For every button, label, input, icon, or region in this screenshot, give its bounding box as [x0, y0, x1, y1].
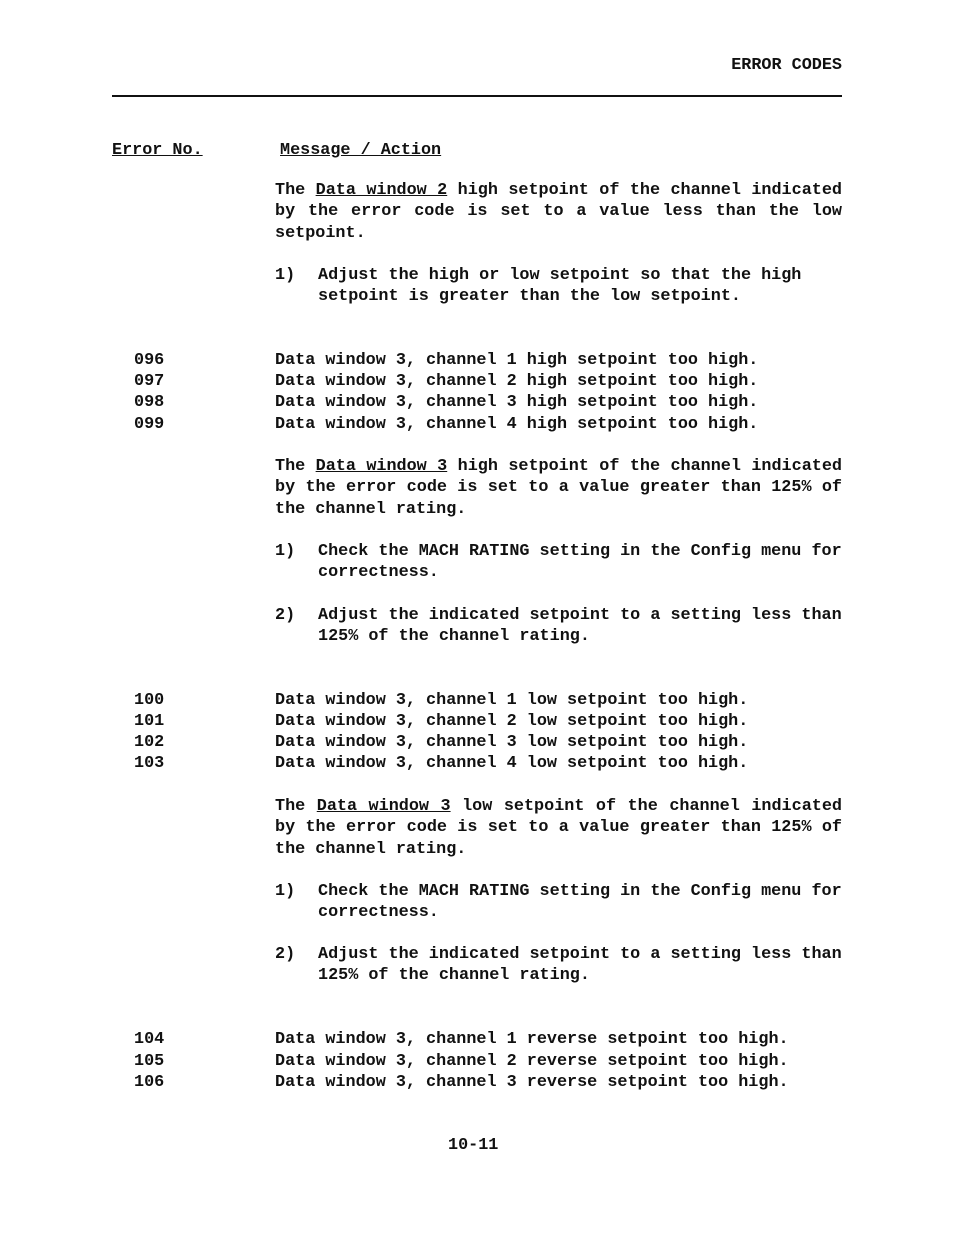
description-suffix: low setpoint of the channel indicated by the error code is set to a value greater than 125% of the channel rating.	[275, 797, 842, 859]
error-code: 101	[134, 712, 165, 731]
error-code: 103	[134, 754, 165, 773]
error-code: 105	[134, 1052, 165, 1071]
action-number: 2)	[275, 945, 296, 964]
error-message: Data window 3, channel 2 low setpoint too high.	[275, 712, 749, 731]
header-title: ERROR CODES	[731, 56, 842, 75]
description-paragraph	[275, 180, 842, 244]
error-code: 106	[134, 1073, 165, 1092]
error-code: 098	[134, 393, 165, 412]
column-header-error-no: Error No.	[112, 141, 203, 160]
description-suffix: high setpoint of the channel indicated by the error code is set to a value less than the low setpoint.	[275, 181, 842, 243]
action-text: Adjust the high or low setpoint so that the high setpoint is greater than the low setpoint.	[318, 266, 802, 307]
error-message: Data window 3, channel 2 reverse setpoint too high.	[275, 1052, 789, 1071]
action-text: Adjust the indicated setpoint to a setting less than 125% of the channel rating.	[318, 945, 842, 986]
error-message: Data window 3, channel 1 low setpoint too high.	[275, 691, 749, 710]
header-rule	[112, 95, 842, 97]
description-paragraph	[275, 796, 842, 860]
error-message: Data window 3, channel 2 high setpoint too high.	[275, 372, 759, 391]
description-prefix: The	[275, 181, 316, 200]
description-prefix: The	[275, 797, 317, 816]
error-code: 102	[134, 733, 165, 752]
error-message: Data window 3, channel 3 high setpoint too high.	[275, 393, 759, 412]
action-text: Adjust the indicated setpoint to a setting less than 125% of the channel rating.	[318, 606, 842, 647]
error-message: Data window 3, channel 4 low setpoint too high.	[275, 754, 749, 773]
error-message: Data window 3, channel 3 reverse setpoint too high.	[275, 1073, 789, 1092]
column-header-message-action: Message / Action	[280, 141, 442, 160]
action-text: Check the MACH RATING setting in the Config menu for correctness.	[318, 882, 842, 923]
data-window-reference: Data window 2	[315, 181, 448, 200]
error-code: 104	[134, 1030, 165, 1049]
error-code: 100	[134, 691, 165, 710]
error-message: Data window 3, channel 1 reverse setpoint too high.	[275, 1030, 789, 1049]
data-window-reference: Data window 3	[316, 797, 451, 816]
description-suffix: high setpoint of the channel indicated by the error code is set to a value greater than 125% of the channel rating.	[275, 457, 842, 519]
error-message: Data window 3, channel 1 high setpoint too high.	[275, 351, 759, 370]
action-text: Check the MACH RATING setting in the Config menu for correctness.	[318, 542, 842, 583]
data-window-reference: Data window 3	[315, 457, 448, 476]
error-code: 096	[134, 351, 165, 370]
action-number: 1)	[275, 542, 296, 561]
page-number: 10-11	[448, 1136, 499, 1155]
error-code: 099	[134, 415, 165, 434]
action-number: 2)	[275, 606, 296, 625]
error-message: Data window 3, channel 3 low setpoint too high.	[275, 733, 749, 752]
description-paragraph	[275, 456, 842, 520]
action-number: 1)	[275, 882, 296, 901]
description-prefix: The	[275, 457, 316, 476]
error-message: Data window 3, channel 4 high setpoint too high.	[275, 415, 759, 434]
action-number: 1)	[275, 266, 296, 285]
error-code: 097	[134, 372, 165, 391]
